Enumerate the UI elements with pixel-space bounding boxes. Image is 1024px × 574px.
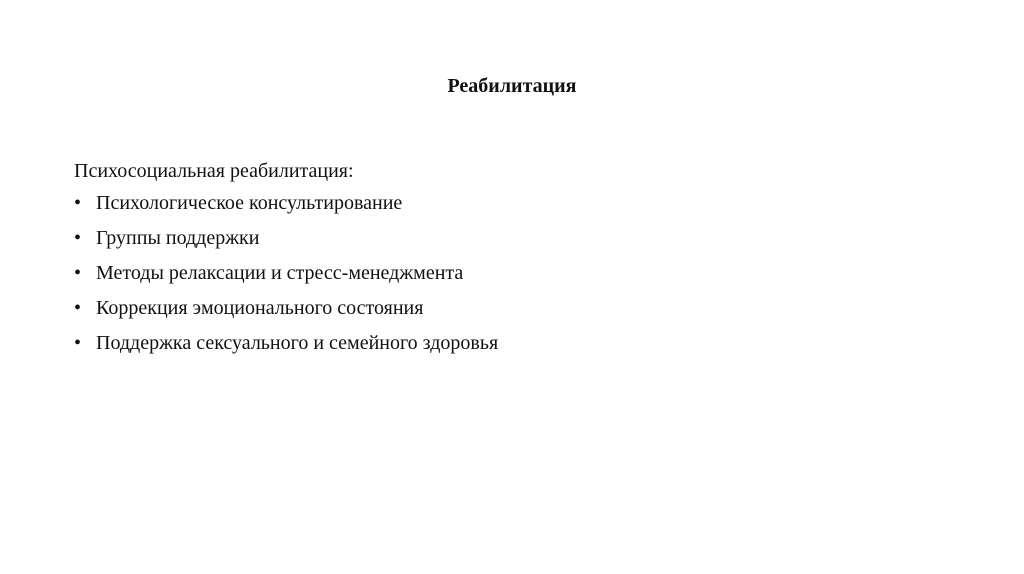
list-item	[74, 188, 954, 223]
list-item	[74, 328, 954, 363]
bullet-icon: •	[74, 297, 82, 319]
slide-content	[74, 156, 954, 363]
list-item	[74, 258, 954, 293]
bullet-icon: •	[74, 192, 82, 214]
slide-title: Реабилитация	[447, 75, 577, 97]
bullet-icon: •	[74, 262, 82, 284]
list-item-text: Психологическое консультирование	[96, 192, 403, 214]
intro-text: Психосоциальная реабилитация:	[74, 160, 354, 182]
list-item-text: Коррекция эмоционального состояния	[96, 297, 424, 319]
list-item	[74, 293, 954, 328]
list-item	[74, 223, 954, 258]
list-item-text: Методы релаксации и стресс-менеджмента	[96, 262, 464, 284]
list-item-text: Группы поддержки	[96, 227, 260, 249]
list-item-text: Поддержка сексуального и семейного здоровья	[96, 332, 499, 354]
bullet-list	[74, 188, 954, 363]
bullet-icon: •	[74, 227, 82, 249]
bullet-icon: •	[74, 332, 82, 354]
